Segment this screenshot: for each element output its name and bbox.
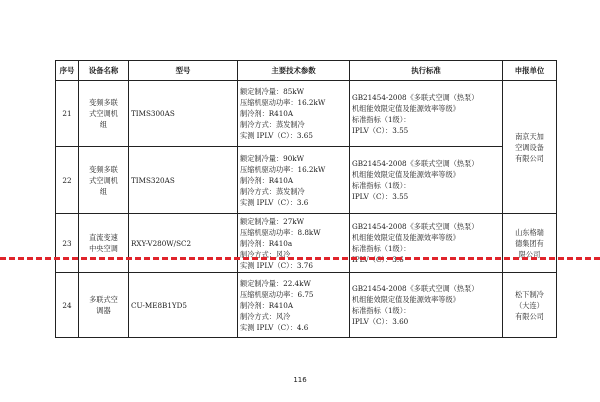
device-name [79, 147, 129, 214]
header-model: 型号 [129, 61, 238, 81]
device-name-line: 变频多联 [89, 98, 118, 107]
standard-line: 机组能效限定值及能源效率等级》 [352, 103, 460, 113]
standard-line: 机组能效限定值及能源效率等级》 [352, 170, 460, 179]
applicant-line: 限公司 [518, 249, 541, 259]
table-row [56, 147, 557, 214]
table-header-row [56, 61, 557, 81]
row-number: 22 [56, 147, 79, 214]
device-name-line: 式空调机 [89, 109, 118, 118]
device-name-line: 式空调机 [89, 175, 118, 185]
param-line: 实测 IPLV（C）：3.76 [240, 260, 313, 270]
device-name-line: 多联式空 [89, 295, 118, 304]
param-line: 额定制冷量：27kW [240, 216, 305, 226]
device-name-line: 直流变速 [89, 233, 118, 242]
param-line: 压缩机驱动功率：8.8kW [240, 227, 321, 237]
applicant-unit [503, 81, 557, 214]
main-params [238, 273, 350, 338]
header-device-name: 设备名称 [79, 61, 129, 81]
applicant-line: 有限公司 [515, 311, 544, 321]
standard-line: 标准指标（1级）： [352, 244, 411, 253]
device-name-line: 变频多联 [89, 164, 118, 174]
standard-line: GB21454-2008《多联式空调（热泵） [352, 159, 479, 168]
main-params [238, 214, 350, 273]
model-number: CU-ME8B1YD5 [129, 273, 238, 338]
header-main-params: 主要技术参数 [238, 61, 350, 81]
param-line: 压缩机驱动功率：16.2kW [240, 98, 326, 107]
applicant-line: 有限公司 [515, 153, 544, 163]
header-standard: 执行标准 [350, 61, 503, 81]
table-row [56, 81, 557, 147]
standard [350, 273, 503, 338]
page-number: 116 [293, 376, 307, 384]
standard-line: IPLV（C）：3.60 [352, 317, 409, 326]
param-line: 制冷方式：蒸发制冷 [240, 186, 305, 196]
device-name-line: 调器 [96, 306, 111, 315]
red-dashed-cut-line [0, 257, 600, 260]
param-line: 实测 IPLV（C）：3.65 [240, 131, 313, 140]
table-row [56, 273, 557, 338]
applicant-line: 德集团有 [515, 238, 544, 248]
param-line: 额定制冷量：85kW [240, 87, 305, 96]
model-number: TIMS300AS [129, 81, 238, 147]
header-applicant: 申报单位 [503, 61, 557, 81]
applicant-line: 空调设备 [515, 142, 544, 152]
row-number: 21 [56, 81, 79, 147]
param-line: 实测 IPLV（C）：4.6 [240, 322, 309, 332]
param-line: 制冷剂：R410A [240, 175, 294, 185]
standard [350, 214, 503, 273]
standard-line: GB21454-2008《多联式空调（热泵） [352, 92, 479, 102]
applicant-line: 松下制冷 [515, 289, 544, 299]
standard-line: IPLV（C）：3.55 [352, 192, 409, 201]
standard-line: 标准指标（1级）： [352, 114, 411, 124]
param-line: 额定制冷量：90kW [240, 153, 305, 163]
main-params [238, 147, 350, 214]
param-line: 制冷方式：风冷 [240, 249, 291, 259]
standard-line: 标准指标（1级）： [352, 306, 411, 315]
main-params [238, 81, 350, 147]
standard-line: 标准指标（1级）： [352, 181, 411, 190]
param-line: 额定制冷量：22.4kW [240, 278, 311, 288]
standard-line: IPLV（C）：3.6 [352, 255, 404, 264]
param-line: 制冷剂：R410A [240, 300, 294, 310]
applicant-line: （大连） [515, 300, 544, 310]
model-number: RXY-V280W/SC2 [129, 214, 238, 273]
device-name-line: 组 [99, 120, 108, 129]
param-line: 制冷剂：R410a [240, 238, 293, 248]
applicant-line: 南京天加 [515, 131, 544, 141]
standard-line: IPLV（C）：3.55 [352, 125, 409, 135]
equipment-spec-table [55, 60, 557, 338]
standard-line: GB21454-2008《多联式空调（热泵） [352, 284, 479, 293]
param-line: 制冷方式：风冷 [240, 311, 291, 321]
model-number: TIMS320AS [129, 147, 238, 214]
device-name [79, 214, 129, 273]
param-line: 制冷剂：R410A [240, 109, 294, 118]
applicant-line: 山东格瑞 [515, 227, 544, 237]
device-name [79, 81, 129, 147]
applicant-unit [503, 214, 557, 273]
param-line: 制冷方式：蒸发制冷 [240, 120, 305, 129]
standard [350, 81, 503, 147]
standard-line: GB21454-2008《多联式空调（热泵） [352, 222, 479, 231]
device-name-line: 中央空调 [89, 244, 118, 253]
param-line: 实测 IPLV（C）：3.6 [240, 197, 309, 207]
table-row [56, 214, 557, 273]
standard [350, 147, 503, 214]
header-no: 序号 [56, 61, 79, 81]
row-number: 23 [56, 214, 79, 273]
row-number: 24 [56, 273, 79, 338]
param-line: 压缩机驱动功率：16.2kW [240, 164, 326, 174]
device-name [79, 273, 129, 338]
device-name-line: 组 [99, 186, 108, 196]
standard-line: 机组能效限定值及能源效率等级》 [352, 233, 460, 242]
param-line: 压缩机驱动功率：6.75 [240, 289, 314, 299]
applicant-unit [503, 273, 557, 338]
standard-line: 机组能效限定值及能源效率等级》 [352, 295, 460, 304]
